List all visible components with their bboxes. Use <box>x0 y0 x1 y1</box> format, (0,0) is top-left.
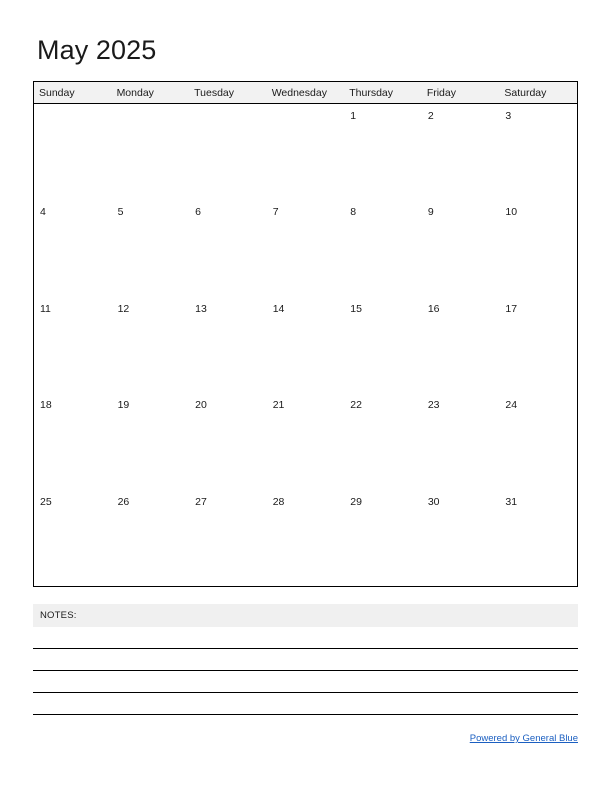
day-cell[interactable]: 7 <box>272 206 279 219</box>
notes-header-band <box>33 604 578 627</box>
calendar-body <box>34 104 577 586</box>
day-cell[interactable]: 15 <box>350 302 362 315</box>
day-cell[interactable]: 1 <box>350 110 357 122</box>
day-cell[interactable]: 10 <box>505 206 518 219</box>
day-cell[interactable]: 26 <box>117 495 130 508</box>
day-cell[interactable]: 13 <box>195 302 207 315</box>
day-cell[interactable]: 23 <box>427 399 440 412</box>
calendar-header-row <box>34 82 577 104</box>
day-cell[interactable] <box>267 104 345 200</box>
day-cell[interactable]: 6 <box>195 206 201 219</box>
day-header-saturday: Saturday <box>504 87 547 99</box>
calendar-week-row <box>34 297 577 393</box>
notes-line[interactable] <box>33 627 578 649</box>
day-cell[interactable]: 29 <box>350 495 362 508</box>
day-header-thursday: Thursday <box>349 87 394 99</box>
day-cell[interactable]: 9 <box>427 206 434 219</box>
day-cell[interactable]: 24 <box>505 399 518 412</box>
day-cell[interactable]: 22 <box>350 399 362 412</box>
notes-label: NOTES: <box>40 610 77 621</box>
day-cell[interactable]: 27 <box>195 495 207 508</box>
notes-line[interactable] <box>33 693 578 715</box>
day-cell[interactable]: 5 <box>117 206 124 219</box>
day-cell[interactable]: 25 <box>40 495 52 508</box>
day-header-wednesday: Wednesday <box>271 87 327 99</box>
notes-line[interactable] <box>33 671 578 693</box>
notes-lines-area <box>33 627 578 715</box>
page-title: May 2025 <box>37 35 157 65</box>
calendar-week-row <box>34 200 577 296</box>
day-cell[interactable]: 12 <box>117 302 130 315</box>
day-header-monday: Monday <box>116 87 154 99</box>
day-cell[interactable]: 28 <box>272 495 285 508</box>
day-cell[interactable]: 3 <box>505 110 512 122</box>
day-cell[interactable]: 8 <box>350 206 357 219</box>
day-cell[interactable] <box>189 104 267 200</box>
notes-line[interactable] <box>33 649 578 671</box>
day-cell[interactable]: 16 <box>427 302 440 315</box>
day-header-sunday: Sunday <box>39 87 75 99</box>
day-cell[interactable]: 4 <box>40 206 46 219</box>
day-cell[interactable]: 21 <box>272 399 285 412</box>
day-header-friday: Friday <box>426 87 456 99</box>
day-cell[interactable]: 20 <box>195 399 207 412</box>
day-cell[interactable]: 19 <box>117 399 130 412</box>
calendar-week-row <box>34 393 577 489</box>
calendar-grid <box>33 81 578 587</box>
day-cell[interactable]: 2 <box>427 110 434 122</box>
day-cell[interactable]: 17 <box>505 302 518 315</box>
day-cell[interactable]: 30 <box>427 495 440 508</box>
day-header-tuesday: Tuesday <box>194 87 235 99</box>
day-cell[interactable]: 11 <box>40 302 51 315</box>
footer <box>33 728 578 746</box>
day-cell[interactable] <box>112 104 190 200</box>
day-cell[interactable]: 31 <box>505 495 518 508</box>
day-cell[interactable]: 14 <box>272 302 285 315</box>
calendar-week-row <box>34 490 577 586</box>
powered-by-link[interactable]: Powered by General Blue <box>469 733 578 744</box>
day-cell[interactable]: 18 <box>40 399 52 412</box>
day-cell[interactable] <box>34 104 112 200</box>
calendar-week-row <box>34 104 577 200</box>
